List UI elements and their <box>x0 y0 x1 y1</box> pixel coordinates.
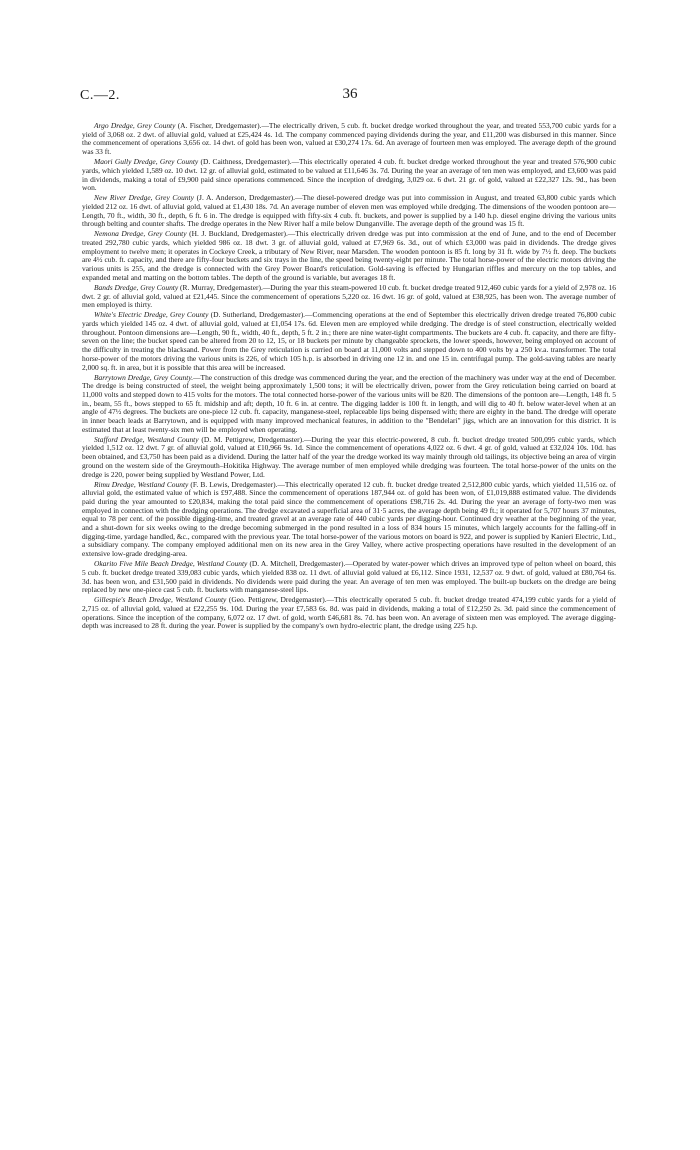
paragraph-title: Nemona Dredge, Grey County <box>94 229 187 239</box>
paragraph-title: Barrytown Dredge, Grey County. <box>94 372 194 382</box>
paragraph-rimu-dredge <box>82 481 616 559</box>
paragraph-stafford-dredge <box>82 436 616 479</box>
paragraph-maori-gully-dredge <box>82 158 616 193</box>
paragraph-text: (Geo. Pettigrew, Dredgemaster).—This electrically operated 5 cub. ft. bucket dredge treated 474,199 cubic yards for a yield of 2,715 oz. of alluvial gold, valued at £22,255 9s. 10d. During the year £7,583 6s. 8d. was paid in dividends, making a total of £12,250 2s. 3d. paid since the commencement of operations. Since the inception of the company, 6,072 oz. 17 dwt. of gold, worth £46,681 8s. 7d. has been won. An average of sixteen men was employed. The average digging-depth was increased to 28 ft. during the year. Power is supplied by the company's own hydro-electric plant, the dredge using 225 h.p. <box>82 595 617 631</box>
paragraph-nemona-dredge <box>82 230 616 282</box>
paragraph-title: Gillespie's Beach Dredge, Westland County <box>94 595 227 605</box>
paragraph-gillespies-beach-dredge <box>82 596 616 631</box>
paragraph-title: Bands Dredge, Grey County <box>94 282 179 292</box>
paragraph-whites-electric-dredge <box>82 311 616 372</box>
paragraph-barrytown-dredge <box>82 374 616 435</box>
paragraph-new-river-dredge <box>82 194 616 229</box>
paragraph-title: New River Dredge, Grey County <box>94 193 194 203</box>
paragraph-text: —The construction of this dredge was commenced during the year, and the erection of the machinery was under way at the end of December. The dredge is being constructed of steel, the weight being approximately 1,500 tons; it will be electrically driven, power from the Grey reticulation being carried on board at 11,000 volts and stepped down to 415 volts for the motors. The total connected horse-power of the various units will be 820. The dimensions of the pontoon are—Length, 148 ft. 5 in., beam, 55 ft., bows stepped to 65 ft. midship and aft; depth, 10 ft. 6 in. at centre. The digging ladder is 100 ft. in length, and will dig to 40 ft. below water-level when at an angle of 47½ degrees. The buckets are one-piece 12 cub. ft. capacity, manganese-steel, replaceable lips being dispensed with; there are eighty in the band. The dredge will operate in inner beach leads at Barrytown, and is equipped with many improved mechanical features, in addition to the "Bendelari" jigs, which are an innovation for this district. It is estimated that at least twenty-six men will be employed when operating. <box>82 372 616 434</box>
paragraph-text: (R. Murray, Dredgemaster).—During the year this steam-powered 10 cub. ft. bucket dredge treated 912,460 cubic yards for a yield of 2,978 oz. 16 dwt. 2 gr. of alluvial gold, valued at £21,445. Since the commencement of operations 5,220 oz. 16 dwt. 16 gr. of gold, valued at £38,925, has been won. The average number of men employed is thirty. <box>82 282 616 310</box>
body-text <box>82 122 616 632</box>
paragraph-title: Rimu Dredge, Westland County <box>94 479 189 489</box>
paragraph-text: (J. A. Anderson, Dredgemaster).—The diesel-powered dredge was put into commission in August, and treated 63,800 cubic yards which yielded 212 oz. 16 dwt. of alluvial gold, valued at £1,430 18s. 7d. An average number of eleven men was employed while dredging. The dimensions of the wooden pontoon are—Length, 70 ft., width, 30 ft., depth, 6 ft. 6 in. The dredge is equipped with fifty-six 4 cub. ft. buckets, and power is supplied by a 140 h.p. diesel engine driving the various units through belting and counter shafts. The dredge operates in the New River half a mile below Dunganville. The average depth of the ground was 15 ft. <box>82 193 616 229</box>
paragraph-title: Argo Dredge, Grey County <box>94 121 176 130</box>
paragraph-okarito-dredge <box>82 560 616 595</box>
paragraph-text: (D. Caithness, Dredgemaster).—This electrically operated 4 cub. ft. bucket dredge worked throughout the year and treated 576,900 cubic yards, which yielded 1,589 oz. 10 dwt. 12 gr. of alluvial gold, estimated to be valued at £11,646 3s. 7d. During the year an average of ten men was employed, and £3,600 was paid in dividends, making a total of £9,900 paid since operations commenced. Since the inception of dredging, 3,029 oz. 6 dwt. 21 gr. of gold, valued at £22,327 12s. 9d., has been won. <box>82 157 616 193</box>
paragraph-title: Okarito Five Mile Beach Dredge, Westland County <box>94 559 248 569</box>
paragraph-bands-dredge <box>82 284 616 310</box>
paragraph-argo-dredge <box>82 122 616 157</box>
paragraph-text: (D. M. Pettigrew, Dredgemaster).—During the year this electric-powered, 8 cub. ft. bucket dredge treated 500,095 cubic yards, which yielded 1,512 oz. 12 dwt. 7 gr. of alluvial gold, valued at £10,966 9s. 1d. Since the commencement of operations 4,022 oz. 6 dwt. 4 gr. of gold, valued at £32,024 10s. 10d. has been obtained, and £3,750 has been paid as a dividend. During the latter half of the year the dredge worked its way mainly through old tailings, its objective being an area of virgin ground on the western side of the Greymouth–Hokitika Highway. The average number of men employed while dredging was fourteen. The total horse-power of the units on the dredge is 220, power being supplied by Westland Power, Ltd. <box>82 434 616 479</box>
paragraph-text: (D. Sutherland, Dredgemaster).—Commencing operations at the end of September this electrically driven dredge treated 76,800 cubic yards which yielded 145 oz. 4 dwt. of alluvial gold, valued at £1,054 17s. 6d. Eleven men are employed while dredging. The dredge is of steel construction, electrically welded throughout. Pontoon dimensions are—Length, 90 ft., width, 40 ft., depth, 5 ft. 2 in.; there are nine water-tight compartments. The buckets are 4 cub. ft. capacity, and there are fifty-seven on the line; the bucket speed can be altered from 20 to 12, 15, or 18 buckets per minute by changeable sprockets, the lower speeds, however, being employed on account of the difficulty in treating the blacksand. Power from the Grey reticulation is carried on board at 11,000 volts and stepped down to 400 volts by a 250 kv.a. transformer. The total horse-power of the motors driving the various units is 226, of which 105 h.p. is absorbed in driving one 12 in. and one 15 in. centrifugal pump. The gold-saving tables are nearly 2,000 sq. ft. in area, but it is possible that this area will be increased. <box>82 310 616 372</box>
document-code: C.—2. <box>80 88 120 103</box>
page-header <box>80 88 620 108</box>
paragraph-text: (F. B. Lewis, Dredgemaster).—This electrically operated 12 cub. ft. bucket dredge treated 2,512,800 cubic yards, which yielded 11,516 oz. of alluvial gold, the estimated value of which is £97,488. Since the commencement of operations 187,944 oz. of gold has been won, of £1,019,888 estimated value. The dividends paid during the year amounted to £20,834, making the total paid since the commencement of operations £98,716 2s. 4d. During the year an average of forty-two men was employed in connection with the dredging operations. The dredge excavated a superficial area of 31·5 acres, the average depth being 49 ft.; it operated for 5,707 hours 37 minutes, equal to 78 per cent. of the possible digging-time, and treated gravel at an average rate of 440 cubic yards per digging-hour. Continued dry weather at the beginning of the year, and a shut-down for six weeks owing to the dredge becoming submerged in the pond resulted in a loss of 834 hours 15 minutes, which largely accounts for the falling-off in digging-time, yardage handled, &c., compared with the previous year. The total horse-power of the various motors on board is 922, and power is supplied by Kanieri Electric, Ltd., a subsidiary company. The company employed additional men on its new area in the Grey Valley, where active prospecting operations have resulted in the development of an extensive low-grade dredging-area. <box>82 479 616 559</box>
paragraph-title: Stafford Dredge, Westland County <box>94 434 199 444</box>
paragraph-text: (H. J. Buckland, Dredgemaster).—This electrically driven dredge was put into commission at the end of June, and to the end of December treated 292,780 cubic yards, which yielded 986 oz. 18 dwt. 3 gr. of alluvial gold, valued at £7,969 6s. 3d., out of which £3,000 was paid in dividends. The dredge gives employment to twelve men; it operates in Cockeye Creek, a tributary of New River, near Marsden. The wooden pontoon is 85 ft. long by 31 ft. wide by 7½ ft. deep. The buckets are 4½ cub. ft. capacity, and there are fifty-four buckets and six trays in the line, the speed being twenty-eight per minute. The total horse-power of the electric motors driving the various units is 255, and the dredge is connected with the Grey Power Board's reticulation. Gold-saving is effected by Hungarian riffles and mercury on the top tables, and expanded metal and matting on the bottom tables. The depth of the ground is variable, but averages 18 ft. <box>82 229 616 282</box>
page-number: 36 <box>342 86 358 102</box>
paragraph-text: (A. Fischer, Dredgemaster).—The electrically driven, 5 cub. ft. bucket dredge worked throughout the year, and treated 553,700 cubic yards for a yield of 3,068 oz. 2 dwt. of alluvial gold, valued at £25,424 4s. 1d. The company commenced paying dividends during the year, and £11,200 was disbursed in this manner. Since the commencement of operations 3,656 oz. 14 dwt. of gold has been won, valued at £30,274 17s. 6d. An average of fourteen men was employed. The average depth of the ground was 33 ft. <box>82 121 617 157</box>
paragraph-title: White's Electric Dredge, Grey County <box>94 310 209 320</box>
paragraph-text: (D. A. Mitchell, Dredgemaster).—Operated by water-power which drives an improved type of pelton wheel on board, this 5 cub. ft. bucket dredge treated 339,083 cubic yards, which yielded 838 oz. 11 dwt. of alluvial gold valued at £6,112. Since 1931, 12,537 oz. 9 dwt. of gold, valued at £80,764 6s. 3d. has been won, and £31,500 paid in dividends. No dividends were paid during the year. An average of ten men was employed. The built-up buckets on the dredge are being replaced by new one-piece cast 5 cub. ft. buckets with manganese-steel lips. <box>82 559 616 595</box>
paragraph-title: Maori Gully Dredge, Grey County <box>94 157 199 167</box>
